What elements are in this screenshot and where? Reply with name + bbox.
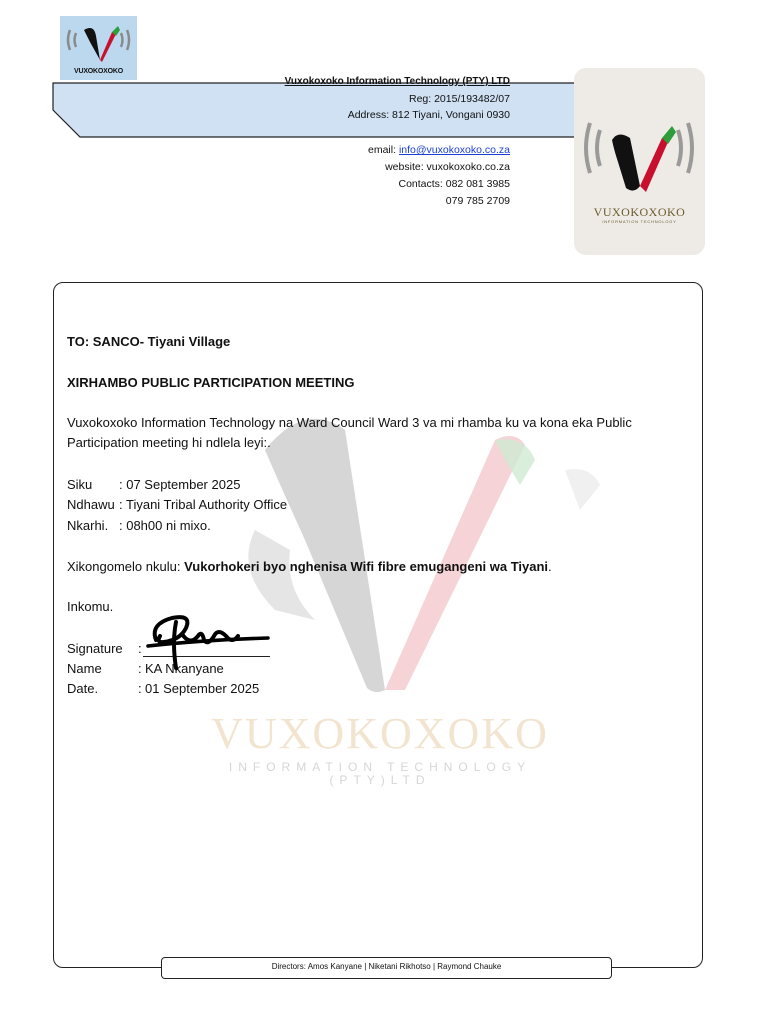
email-link[interactable]: info@vuxokoxoko.co.za <box>398 144 510 156</box>
agenda-value: Vukorhokeri byo nghenisa Wifi fibre emugangeni wa Tiyani <box>184 559 549 574</box>
agenda-line <box>67 557 552 577</box>
email-line <box>368 144 510 156</box>
field-value-ndhawu: : Tiyani Tribal Authority Office <box>119 497 288 512</box>
footer-directors: Directors: Amos Kanyane | Niketani Rikhotso | Raymond Chauke <box>271 962 502 971</box>
logo-wordmark-large: VUXOKOXOKO <box>593 205 686 219</box>
date-colon: : <box>138 681 142 696</box>
company-name: Vuxokoxoko Information Technology (PTY) LTD <box>284 76 510 87</box>
logo-tagline-large: INFORMATION TECHNOLOGY <box>602 219 677 224</box>
watermark-wordmark: VUXOKOXOKO <box>211 709 549 758</box>
field-value-siku: : 07 September 2025 <box>119 477 241 492</box>
letter-subject: XIRHAMBO PUBLIC PARTICIPATION MEETING <box>67 375 355 390</box>
signature-colon: : <box>138 641 142 656</box>
company-logo-small <box>60 16 137 80</box>
website-line: website: vuxokoxoko.co.za <box>385 161 510 173</box>
logo-wordmark-small: VUXOKOXOKO <box>74 68 123 75</box>
field-label-ndhawu: Ndhawu <box>67 497 115 512</box>
email-label: email: <box>368 144 399 156</box>
name-colon: : <box>138 661 142 676</box>
letter-body: Vuxokoxoko Information Technology na Ward Council Ward 3 va mi rhamba ku va kona eka Public Participation meeting hi ndlela leyi:. <box>67 415 632 450</box>
recipient-line: TO: SANCO- Tiyani Village <box>67 334 231 349</box>
contacts-line-2: 079 785 2709 <box>445 195 510 207</box>
company-logo-large <box>574 68 705 255</box>
company-address: Address: 812 Tiyani, Vongani 0930 <box>347 109 510 121</box>
field-value-nkarhi: : 08h00 ni mixo. <box>119 518 211 533</box>
agenda-label: Xikongomelo nkulu: <box>67 559 185 574</box>
registration-number: Reg: 2015/193482/07 <box>408 93 510 105</box>
watermark-tagline: INFORMATION TECHNOLOGY <box>228 760 532 774</box>
date-label: Date. <box>67 681 99 696</box>
field-label-nkarhi: Nkarhi. <box>67 518 109 533</box>
watermark-tagline-2: (PTY)LTD <box>329 773 431 787</box>
logo-v-large-icon <box>574 68 705 208</box>
contacts-line: Contacts: 082 081 3985 <box>398 178 510 190</box>
signature-label: Signature <box>67 641 123 656</box>
date-value: 01 September 2025 <box>145 681 260 696</box>
handwritten-signature <box>142 606 272 670</box>
name-label: Name <box>67 661 102 676</box>
field-label-siku: Siku <box>67 477 93 492</box>
name-value: KA Nkanyane <box>145 661 224 676</box>
letter-closing: Inkomu. <box>67 599 114 614</box>
agenda-end: . <box>548 559 552 574</box>
